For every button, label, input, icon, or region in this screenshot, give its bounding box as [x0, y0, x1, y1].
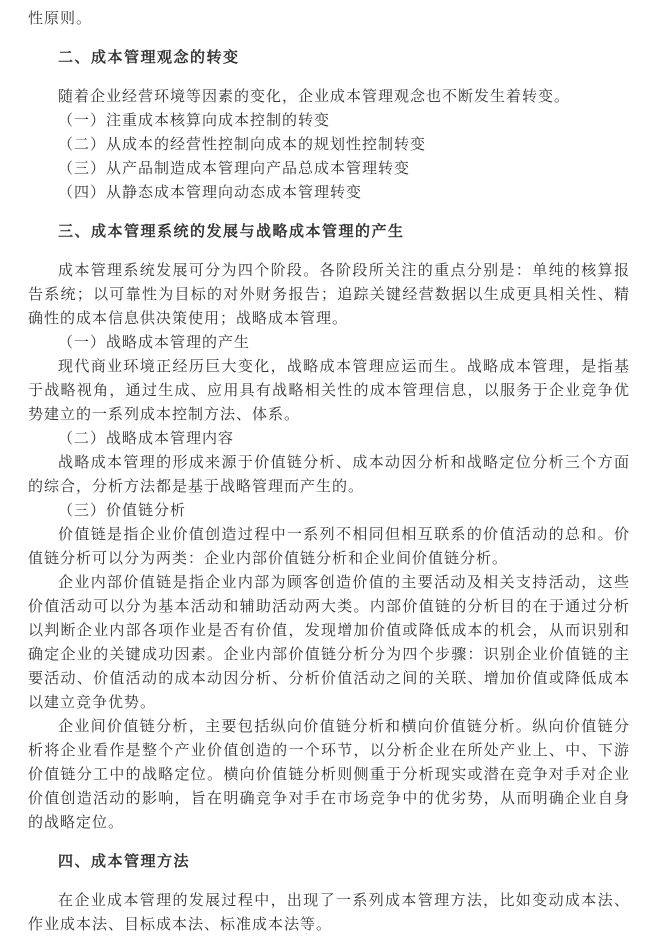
paragraph: 成本管理系统发展可分为四个阶段。各阶段所关注的重点分别是：单纯的核算报告系统；以可靠性为目标的对外财务报告；追踪关键经营数据以生成更具相关性、精确性的成本信息供决策使用；战略成本管理。 — [28, 263, 630, 327]
paragraph: 价值链是指企业价值创造过程中一系列不相同但相互联系的价值活动的总和。价值链分析可以分为两类：企业内部价值链分析和企业间价值链分析。 — [28, 527, 630, 567]
paragraph: 企业内部价值链是指企业内部为顾客创造价值的主要活动及相关支持活动，这些价值活动可以分为基本活动和辅助活动两大类。内部价值链的分析目的在于通过分析以判断企业内部各项作业是否有价值，发现增加价值或降低成本的机会，从而识别和确定企业的关键成功因素。企业内部价值链分析分为四个步骤：识别企业价值链的主要活动、价值活动的成本动因分析、分析价值活动之间的关联、增加价值或降低成本以建立竞争优势。 — [28, 575, 630, 711]
paragraph: 战略成本管理的形成来源于价值链分析、成本动因分析和战略定位分析三个方面的综合，分析方法都是基于战略管理而产生的。 — [28, 455, 630, 495]
continuation-paragraph: 性原则。 — [28, 11, 93, 27]
paragraph: （二）战略成本管理内容 — [58, 431, 235, 447]
paragraph: （四）从静态成本管理向动态成本管理转变 — [58, 185, 363, 201]
paragraph: （一）战略成本管理的产生 — [58, 335, 251, 351]
section-heading: 二、成本管理观念的转变 — [58, 49, 240, 66]
document-body — [28, 7, 630, 937]
section-heading: 三、成本管理系统的发展与战略成本管理的产生 — [58, 223, 405, 240]
paragraph: （二）从成本的经营性控制向成本的规划性控制转变 — [58, 137, 427, 153]
paragraph: 随着企业经营环境等因素的变化，企业成本管理观念也不断发生着转变。 — [58, 89, 571, 105]
paragraph: （三）价值链分析 — [58, 503, 187, 519]
paragraph: （三）从产品制造成本管理向产品总成本管理转变 — [58, 161, 411, 177]
paragraph: 企业间价值链分析，主要包括纵向价值链分析和横向价值链分析。纵向价值链分析将企业看作是整个产业价值创造的一个环节，以分析企业在所处产业上、中、下游价值链分工中的战略定位。横向价值链分析则侧重于分析现实或潜在竞争对手对企业价值创造活动的影响，旨在明确竞争对手在市场竞争中的优劣势，从而明确企业自身的战略定位。 — [28, 719, 630, 831]
section-heading: 四、成本管理方法 — [58, 853, 191, 870]
paragraph: （一）注重成本核算向成本控制的转变 — [58, 113, 331, 129]
paragraph: 在企业成本管理的发展过程中，出现了一系列成本管理方法，比如变动成本法、作业成本法、目标成本法、标准成本法等。 — [28, 893, 630, 933]
paragraph: 现代商业环境正经历巨大变化，战略成本管理应运而生。战略成本管理，是指基于战略视角，通过生成、应用具有战略相关性的成本管理信息，以服务于企业竞争优势建立的一系列成本控制方法、体系。 — [28, 359, 630, 423]
